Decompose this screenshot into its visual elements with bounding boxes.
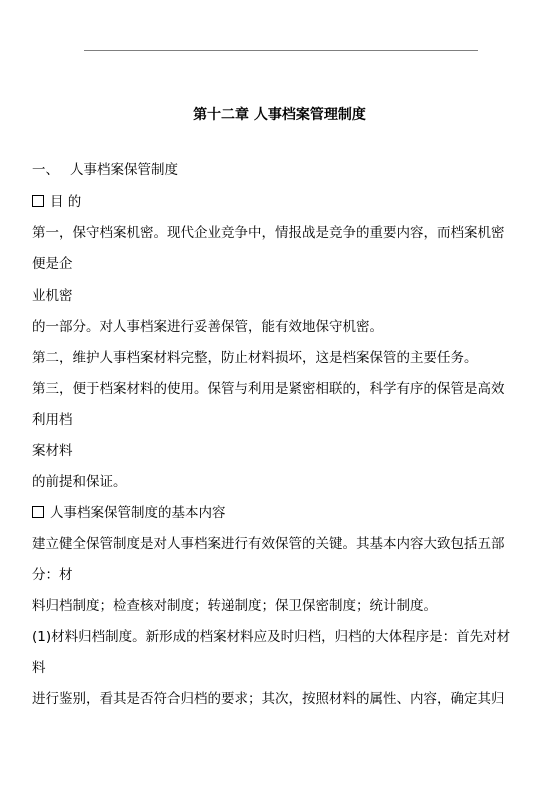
subheading-content — [32, 503, 226, 523]
paragraph-line: 进行鉴别，看其是否符合归档的要求；其次，按照材料的属性、内容，确定其归 — [32, 691, 505, 707]
paragraph-line: 分：材 — [32, 567, 73, 583]
subheading-purpose — [32, 192, 81, 212]
checkbox-icon — [32, 506, 44, 518]
section-heading — [32, 160, 178, 180]
paragraph-line: 料归档制度；检查核对制度；转递制度；保卫保密制度；统计制度。 — [32, 598, 437, 614]
paragraph-line: 案材料 — [32, 443, 73, 459]
paragraph-line: 建立健全保管制度是对人事档案进行有效保管的关键。其基本内容大致包括五部 — [32, 536, 505, 552]
paragraph-line: 料 — [32, 660, 46, 676]
section-number: 一、 — [32, 162, 59, 178]
paragraph-line: 第三，便于档案材料的使用。保管与利用是紧密相联的，科学有序的保管是高效 — [32, 381, 505, 397]
paragraph-line: (1)材料归档制度。新形成的档案材料应及时归档，归档的大体程序是：首先对材 — [32, 629, 511, 645]
paragraph-line: 业机密 — [32, 288, 73, 304]
header-rule — [84, 50, 478, 51]
paragraph-line: 便是企 — [32, 256, 73, 272]
paragraph-line: 的前提和保证。 — [32, 474, 127, 490]
paragraph-line: 第一，保守档案机密。现代企业竞争中，情报战是竞争的重要内容，而档案机密 — [32, 225, 505, 241]
paragraph-line: 的一部分。对人事档案进行妥善保管，能有效地保守机密。 — [32, 319, 383, 335]
paragraph-line: 第二，维护人事档案材料完整，防止材料损坏，这是档案保管的主要任务。 — [32, 350, 478, 366]
paragraph-line: 利用档 — [32, 412, 73, 428]
chapter-title: 第十二章 人事档案管理制度 — [193, 107, 366, 123]
subheading-content-label: 人事档案保管制度的基本内容 — [50, 505, 226, 521]
checkbox-icon — [32, 195, 44, 207]
subheading-purpose-label: 目 的 — [50, 194, 82, 210]
section-label: 人事档案保管制度 — [70, 162, 178, 178]
